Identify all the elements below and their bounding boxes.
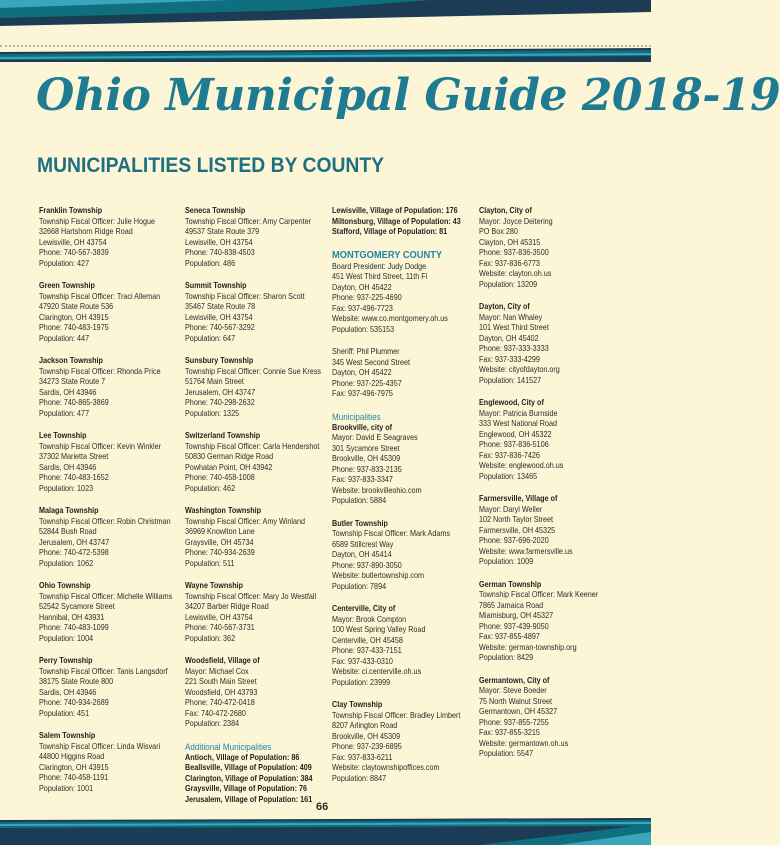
- listing-line: Dayton, OH 45422: [332, 282, 392, 292]
- listing-entry: [39, 356, 187, 419]
- listing-line: Website: englewood.oh.us: [479, 461, 564, 470]
- listing-line: Phone: 740-865-3869: [39, 398, 109, 407]
- listing-line: 102 North Taylor Street: [479, 515, 553, 524]
- listing-line: Township Fiscal Officer: Julie Hogue: [39, 216, 156, 226]
- listing-name: Franklin Township: [39, 206, 103, 215]
- listing-line: Mayor: Daryl Weller: [479, 504, 543, 514]
- listing-entry: [479, 398, 627, 482]
- listing-line: Phone: 937-855-7255: [479, 717, 549, 727]
- listing-line: 51764 Main Street: [185, 377, 244, 386]
- listing-line: Fax: 937-855-4897: [479, 632, 540, 641]
- listing-line: Clayton, OH 45315: [479, 237, 541, 247]
- listing-name: Jackson Township: [39, 356, 103, 365]
- listing-line: Centerville, OH 45458: [332, 635, 403, 645]
- listing-line: Graysville, OH 45734: [185, 537, 254, 547]
- listing-entry: [479, 302, 627, 386]
- listing-line: Population: 477: [39, 408, 90, 418]
- listing-line: 100 West Spring Valley Road: [332, 625, 426, 634]
- listing-line: Township Fiscal Officer: Mark Adams: [332, 529, 450, 538]
- listing-entry: [479, 676, 627, 760]
- listing-line: 6589 Stillcrest Way: [332, 539, 394, 549]
- listing-line: Township Fiscal Officer: Amy Winland: [185, 516, 305, 526]
- listing-line: Mayor: David E Seagraves: [332, 433, 418, 442]
- listing-line: Woodsfield, OH 43793: [185, 687, 258, 697]
- listing-line: Population: 13209: [479, 279, 538, 289]
- listing-name: Green Township: [39, 281, 95, 290]
- listing-line: Englewood, OH 45322: [479, 429, 552, 439]
- listing-line: Township Fiscal Officer: Robin Christman: [39, 516, 171, 526]
- listing-line: Township Fiscal Officer: Rhonda Price: [39, 366, 161, 376]
- listing-line: Mayor: Michael Cox: [185, 666, 249, 676]
- listing-line: Phone: 937-333-3333: [479, 344, 549, 353]
- listing-line: Clarington, OH 43915: [39, 312, 109, 322]
- listing-line: Jerusalem, OH 43747: [185, 387, 256, 397]
- listing-entry: [332, 519, 480, 593]
- listing-line: 52542 Sycamore Street: [39, 602, 115, 611]
- listing-line: Sheriff: Phil Plummer: [332, 347, 400, 356]
- listing-line: Population: 8429: [479, 653, 534, 662]
- listing-line: 221 South Main Street: [185, 677, 257, 686]
- listing-line: Phone: 740-458-1008: [185, 473, 255, 482]
- listing-entry: [185, 506, 333, 569]
- listing-line: Population: 1001: [39, 783, 94, 793]
- listing-line: Fax: 740-472-2680: [185, 708, 246, 718]
- listing-entry: [39, 581, 187, 644]
- listing-name: Beallsville, Village of Population: 409: [185, 763, 312, 772]
- listing-name: Clay Township: [332, 700, 383, 709]
- listing-name: Englewood, City of: [479, 398, 544, 407]
- listing-line: Phone: 937-433-7151: [332, 646, 402, 655]
- listing-line: Fax: 937-833-6211: [332, 752, 393, 762]
- listing-name: Clayton, City of: [479, 206, 532, 215]
- dotted-divider: [0, 45, 651, 47]
- listing-line: Fax: 937-496-7975: [332, 389, 393, 398]
- listing-entry: [479, 206, 627, 290]
- listing-entry: [39, 206, 187, 269]
- listing-entry: [185, 356, 333, 419]
- listing-line: Township Fiscal Officer: Bradley Limbert: [332, 710, 461, 720]
- listing-name: Clarington, Village of Population: 384: [185, 773, 313, 783]
- listing-line: Website: ci.centerville.oh.us: [332, 667, 422, 676]
- listing-line: Lewisville, OH 43754: [185, 612, 253, 622]
- listing-line: Township Fiscal Officer: Sharon Scott: [185, 291, 305, 301]
- listing-line: 8207 Arlington Road: [332, 721, 398, 730]
- listing-line: Population: 141527: [479, 375, 542, 385]
- county-entry: [332, 347, 480, 400]
- listing-name: Wayne Township: [185, 581, 244, 590]
- listing-line: 44800 Higgins Road: [39, 752, 105, 761]
- listing-entry: [332, 700, 480, 784]
- listing-line: Population: 447: [39, 333, 90, 343]
- listing-line: Population: 451: [39, 708, 90, 718]
- listing-entry: [39, 281, 187, 344]
- listing-line: Website: german-township.org: [479, 642, 577, 652]
- listing-line: 451 West Third Street, 11th Fl: [332, 272, 428, 281]
- listing-line: Population: 7894: [332, 581, 387, 591]
- page-number: 66: [316, 801, 329, 813]
- listing-name: Centerville, City of: [332, 604, 396, 613]
- listing-name: German Township: [479, 579, 542, 589]
- listing-line: Population: 486: [185, 258, 236, 268]
- listing-line: Population: 23999: [332, 677, 391, 687]
- listing-entry: [332, 206, 480, 238]
- listing-line: Phone: 937-890-3050: [332, 560, 402, 570]
- listing-line: Population: 362: [185, 633, 236, 643]
- column-1: [39, 206, 187, 806]
- additional-list: [185, 753, 333, 806]
- listing-line: Phone: 937-696-2020: [479, 536, 549, 545]
- listing-line: Phone: 937-239-6895: [332, 742, 402, 751]
- municipalities-heading: Municipalities: [332, 411, 381, 422]
- listing-line: Population: 1023: [39, 483, 94, 493]
- column-2: [185, 206, 333, 817]
- header-banner: [0, 0, 651, 62]
- listing-line: Phone: 740-483-1099: [39, 623, 109, 632]
- listing-line: Population: 535153: [332, 324, 395, 334]
- listing-line: Powhatan Point, OH 43942: [185, 462, 273, 472]
- listing-line: Sardis, OH 43946: [39, 462, 97, 472]
- listing-line: Mayor: Brook Compton: [332, 614, 407, 624]
- listing-line: 52844 Bush Road: [39, 527, 97, 536]
- section-heading: MUNICIPALITIES LISTED BY COUNTY: [37, 154, 385, 177]
- listing-name: Lee Township: [39, 431, 87, 440]
- listing-line: Township Fiscal Officer: Traci Alleman: [39, 291, 161, 301]
- county-entry: [332, 262, 480, 336]
- listing-line: Phone: 740-472-0418: [185, 698, 255, 707]
- listing-name: Germantown, City of: [479, 675, 550, 685]
- listing-line: Website: claytownshipoffices.com: [332, 763, 440, 772]
- listing-entry: [332, 423, 480, 507]
- listing-line: Farmersville, OH 45325: [479, 525, 556, 535]
- listing-line: Lewisville, OH 43754: [39, 237, 107, 247]
- listing-name: Malaga Township: [39, 506, 99, 515]
- listing-line: Township Fiscal Officer: Tanis Langsdorf: [39, 666, 168, 676]
- listing-name: Seneca Township: [185, 206, 246, 215]
- listing-entry: [185, 206, 333, 269]
- listing-line: 101 West Third Street: [479, 323, 549, 332]
- listing-line: 35467 State Route 78: [185, 302, 256, 311]
- listing-line: Germantown, OH 45327: [479, 707, 558, 716]
- page-title: Ohio Municipal Guide 2018-19: [36, 70, 780, 121]
- listing-line: Fax: 937-496-7723: [332, 303, 393, 313]
- listing-name: Perry Township: [39, 656, 93, 665]
- listing-line: Phone: 937-836-5106: [479, 440, 549, 449]
- listing-line: Township Fiscal Officer: Kevin Winkler: [39, 441, 161, 451]
- listing-line: Brookville, OH 45309: [332, 454, 401, 463]
- listing-line: 34207 Barber Ridge Road: [185, 602, 269, 611]
- listing-line: PO Box 280: [479, 227, 518, 236]
- listing-line: 50830 German Ridge Road: [185, 452, 274, 461]
- listing-line: Mayor: Patricia Burnside: [479, 408, 558, 418]
- listing-line: Lewisville, OH 43754: [185, 237, 253, 247]
- listing-line: 34273 State Route 7: [39, 377, 106, 386]
- listing-line: Phone: 740-458-1191: [39, 773, 109, 782]
- listing-line: 333 West National Road: [479, 419, 557, 428]
- listing-entry: [479, 494, 627, 568]
- listing-name: Stafford, Village of Population: 81: [332, 227, 448, 236]
- listing-line: Fax: 937-333-4299: [479, 354, 540, 364]
- listing-name: Summit Township: [185, 281, 247, 290]
- listing-name: Switzerland Township: [185, 431, 261, 440]
- listing-line: Township Fiscal Officer: Carla Hendershot: [185, 441, 320, 451]
- listing-line: Phone: 740-472-5398: [39, 548, 109, 557]
- listing-name: Sunsbury Township: [185, 356, 254, 365]
- listing-line: Population: 647: [185, 333, 236, 343]
- listing-line: Phone: 740-838-4503: [185, 248, 255, 257]
- listing-line: Dayton, OH 45414: [332, 550, 392, 559]
- listing-line: Fax: 937-836-6773: [479, 258, 540, 268]
- listing-line: Clarington, OH 43915: [39, 762, 109, 772]
- listing-entry: [185, 431, 333, 494]
- listing-entry: [39, 731, 187, 794]
- listing-line: Population: 511: [185, 558, 235, 568]
- listing-line: Phone: 937-225-4690: [332, 293, 402, 302]
- listing-name: Salem Township: [39, 731, 96, 740]
- listing-name: Dayton, City of: [479, 302, 530, 311]
- listing-line: Phone: 937-833-2135: [332, 464, 402, 474]
- listing-line: Website: cityofdayton.org: [479, 365, 560, 374]
- listing-line: Township Fiscal Officer: Linda Wisvari: [39, 741, 161, 751]
- listing-entry: [39, 656, 187, 719]
- listing-line: Fax: 937-433-0310: [332, 656, 393, 666]
- listing-line: 47920 State Route 536: [39, 302, 114, 311]
- listing-line: Township Fiscal Officer: Connie Sue Kress: [185, 366, 322, 376]
- listing-entry: [39, 506, 187, 569]
- listing-line: Website: butlertownship.com: [332, 571, 424, 580]
- listing-line: 49537 State Route 379: [185, 227, 260, 236]
- listing-line: Mayor: Joyce Deitering: [479, 216, 553, 226]
- listing-line: Township Fiscal Officer: Michelle Williams: [39, 591, 173, 601]
- listing-line: Phone: 740-567-3731: [185, 623, 255, 632]
- listing-name: Brookville, city of: [332, 422, 393, 432]
- listing-line: Website: clayton.oh.us: [479, 269, 552, 278]
- listing-line: Population: 462: [185, 483, 236, 493]
- listing-line: Hannibal, OH 43931: [39, 612, 105, 622]
- listing-line: 301 Sycamore Street: [332, 443, 400, 453]
- listing-line: Mayor: Steve Boeder: [479, 686, 547, 695]
- listing-line: Population: 427: [39, 258, 90, 268]
- listing-line: Population: 5547: [479, 749, 534, 758]
- listing-name: Washington Township: [185, 506, 262, 515]
- listing-line: Phone: 740-567-3839: [39, 248, 109, 257]
- additional-municipalities-heading: Additional Municipalities: [185, 741, 272, 752]
- listing-entry: [479, 580, 627, 664]
- column-4: [479, 206, 627, 772]
- listing-line: 32668 Hartshorn Ridge Road: [39, 227, 133, 236]
- listing-line: Website: germantown.oh.us: [479, 738, 569, 748]
- column-3: [332, 206, 480, 796]
- listing-line: Fax: 937-833-3347: [332, 475, 393, 484]
- county-heading: MONTGOMERY COUNTY: [332, 249, 443, 261]
- listing-line: Phone: 740-483-1975: [39, 323, 109, 332]
- listing-line: Phone: 740-567-3292: [185, 323, 255, 332]
- listing-name: Jerusalem, Village of Population: 161: [185, 794, 313, 804]
- listing-line: Population: 2384: [185, 719, 240, 728]
- listing-entry: [185, 281, 333, 344]
- listing-line: Phone: 937-225-4357: [332, 378, 402, 388]
- listing-name: Butler Township: [332, 518, 388, 528]
- listing-line: Website: brookvilleohio.com: [332, 485, 422, 495]
- listing-name: Lewisville, Village of Population: 176: [332, 206, 458, 215]
- listing-line: 38175 State Route 800: [39, 677, 114, 686]
- listing-name: Woodsfield, Village of: [185, 656, 260, 665]
- listing-line: Website: www.co.montgomery.oh.us: [332, 314, 448, 323]
- listing-line: Population: 1325: [185, 408, 240, 418]
- listing-entry: [39, 431, 187, 494]
- listing-line: Population: 8847: [332, 773, 387, 783]
- footer-banner: [0, 812, 651, 845]
- listing-line: Population: 13465: [479, 471, 538, 481]
- listing-line: Phone: 937-439-9050: [479, 621, 549, 631]
- listing-line: Phone: 937-836-3500: [479, 248, 549, 257]
- listing-line: Brookville, OH 45309: [332, 731, 401, 741]
- listing-line: Phone: 740-483-1652: [39, 473, 109, 482]
- listing-line: Dayton, OH 45422: [332, 368, 392, 377]
- listing-line: Website: www.farmersville.us: [479, 546, 573, 556]
- listing-line: Phone: 740-934-2689: [39, 698, 109, 707]
- listing-line: 75 North Walnut Street: [479, 696, 553, 706]
- listing-line: Jerusalem, OH 43747: [39, 537, 110, 547]
- listing-name: Miltonsburg, Village of Population: 43: [332, 216, 461, 226]
- listing-line: 36969 Knowlton Lane: [185, 527, 255, 536]
- listing-line: Mayor: Nan Whaley: [479, 312, 543, 322]
- listing-line: Fax: 937-855-3215: [479, 728, 540, 737]
- listing-line: Population: 1009: [479, 557, 534, 566]
- listing-name: Graysville, Village of Population: 76: [185, 784, 307, 793]
- listing-line: Sardis, OH 43946: [39, 687, 97, 697]
- listing-line: Township Fiscal Officer: Mark Keener: [479, 590, 599, 599]
- listing-line: Population: 1062: [39, 558, 94, 568]
- listing-line: Board President: Judy Dodge: [332, 261, 427, 271]
- listing-line: Township Fiscal Officer: Mary Jo Westfall: [185, 591, 317, 601]
- listing-line: Township Fiscal Officer: Amy Carpenter: [185, 216, 312, 226]
- listing-line: Dayton, OH 45402: [479, 333, 539, 343]
- listing-line: Lewisville, OH 43754: [185, 312, 253, 322]
- listing-line: Phone: 740-934-2639: [185, 548, 255, 557]
- listing-entry: [332, 604, 480, 688]
- listing-line: Miamisburg, OH 45327: [479, 611, 554, 620]
- listing-line: Fax: 937-836-7426: [479, 450, 540, 460]
- listing-name: Ohio Township: [39, 581, 91, 590]
- listing-line: 345 West Second Street: [332, 357, 410, 367]
- listing-name: Antioch, Village of Population: 86: [185, 752, 300, 762]
- listing-entry: [185, 581, 333, 644]
- listing-line: Population: 5884: [332, 496, 387, 505]
- listing-line: Sardis, OH 43946: [39, 387, 97, 397]
- listing-name: Farmersville, Village of: [479, 494, 558, 503]
- listing-entry: [185, 656, 333, 730]
- listing-line: 7865 Jamaica Road: [479, 600, 544, 610]
- listing-line: 37302 Marietta Street: [39, 452, 109, 461]
- listing-line: Phone: 740-298-2632: [185, 398, 255, 407]
- listing-line: Population: 1004: [39, 633, 94, 643]
